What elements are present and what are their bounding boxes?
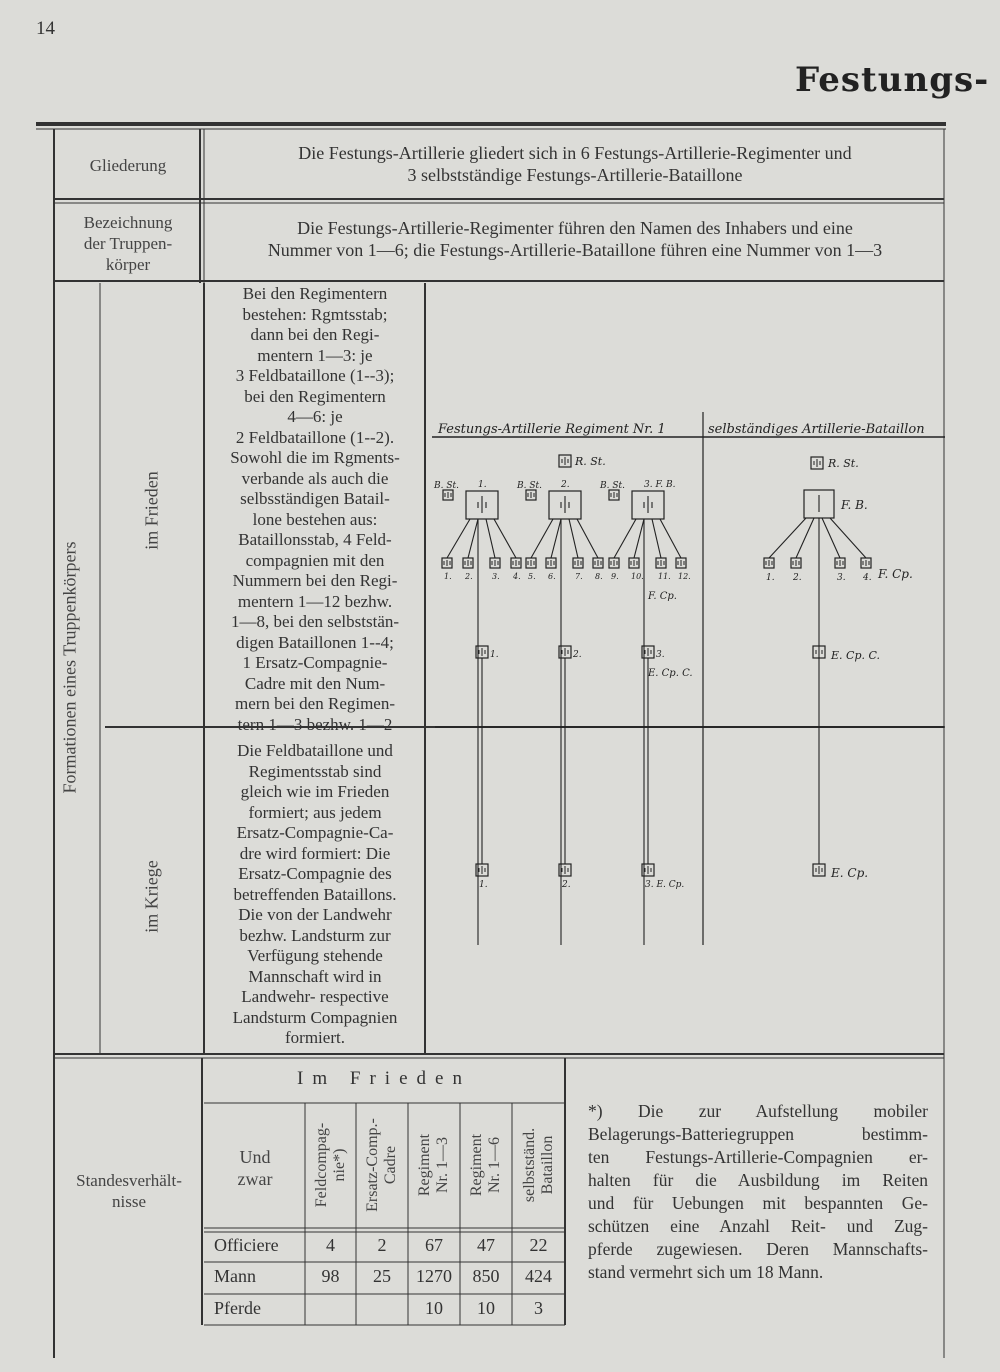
company-number: 4. [513, 572, 521, 581]
battalion-heading: selbständiges Artillerie-Bataillon [708, 422, 925, 437]
footnote-line: *) Die zur Aufstellung mobiler [588, 1101, 928, 1121]
column-header-line: Nr. 1—3 [434, 1137, 451, 1193]
footnote-line: schützen eine Anzahl Reit- und Zug- [588, 1216, 928, 1236]
company-number: 2. [465, 572, 473, 581]
frieden-line: verbande als auch die [241, 468, 389, 488]
frieden-line: digen Bataillonen 1--4; [236, 632, 394, 652]
stand-label-line: nisse [112, 1192, 146, 1211]
company-number: 5. [528, 572, 536, 581]
table-cell: 25 [373, 1266, 391, 1286]
company-link [486, 519, 495, 558]
kriege-label: im Kriege [141, 860, 162, 933]
company-number: 7. [575, 572, 583, 581]
table-row-label: Mann [214, 1266, 256, 1286]
frieden-line: 1 Ersatz-Compagnie- [242, 653, 388, 672]
kriege-line: Landsturm Compagnien [232, 1007, 398, 1027]
company-link [577, 519, 598, 558]
field-company-label: F. Cp. [648, 591, 677, 602]
frieden-line: mentern 1—12 bezhw. [237, 591, 393, 611]
regiment-heading: Festungs-Artillerie Regiment Nr. 1 [438, 422, 666, 437]
ersatz-cadre-number: 3. [656, 650, 665, 660]
regiment-staff-label: R. St. [575, 455, 606, 468]
formationen-label: Formationen eines Truppenkörpers [59, 541, 80, 794]
table-cell: 2 [377, 1235, 387, 1255]
kriege-line: Verfügung stehende [247, 946, 383, 965]
frieden-label: im Frieden [141, 471, 162, 550]
frieden-line: Cadre mit den Num- [244, 673, 386, 693]
company-link [614, 519, 636, 558]
war-ersatz-label: 3. E. Cp. [645, 880, 685, 890]
battalion-staff-label: B. St. [517, 481, 542, 491]
frieden-line: selbsständigen Batail- [240, 489, 390, 508]
frieden-line: 2 Feldbataillone (1--2). [235, 427, 395, 447]
kriege-line: Mannschaft wird in [248, 966, 382, 986]
footnote [588, 1100, 928, 1284]
footnote-line: halten für die Ausbildung im Reiten [588, 1170, 928, 1190]
kriege-line: Ersatz-Compagnie des [238, 864, 392, 883]
stand-label [56, 1170, 202, 1212]
column-header [364, 1105, 400, 1225]
column-header-line: Feldcompag- [312, 1122, 330, 1208]
company-link-b [822, 518, 840, 558]
table-cell: 424 [525, 1266, 552, 1286]
company-link [652, 519, 661, 558]
kriege-line: Regimentsstab sind [248, 761, 382, 781]
frieden-line: bei den Regimentern [244, 386, 386, 406]
footnote-line: stand vermehrt sich um 18 Mann. [588, 1262, 824, 1282]
company-number-b: 4. [863, 573, 872, 583]
ersatz-cadre-label-b: E. Cp. C. [831, 649, 880, 662]
footnote-line: pferde zugewiesen. Deren Mannschafts- [588, 1239, 928, 1259]
company-number: 8. [595, 572, 603, 581]
company-link [494, 519, 516, 558]
gliederung-label: Gliederung [89, 156, 167, 175]
footnote-line: Belagerungs-Batteriegruppen bestimm- [588, 1124, 928, 1144]
header-title: Festungs- [795, 60, 990, 100]
table-row-label: Officiere [214, 1235, 279, 1255]
column-header-line: selbstständ. [520, 1127, 538, 1203]
column-header [416, 1105, 452, 1225]
war-ersatz-label-b: E. Cp. [831, 866, 869, 880]
frieden-line: 4—6: je [287, 407, 343, 426]
und-zwar-line: Und [239, 1147, 271, 1167]
company-number-b: 2. [793, 573, 802, 583]
stand-label-line: Standesverhält- [76, 1171, 182, 1190]
column-header-line: Cadre [382, 1145, 399, 1185]
company-link [634, 519, 644, 558]
war-ersatz-label: 2. [562, 880, 571, 890]
table-cell: 3 [534, 1298, 543, 1318]
table-cell: 67 [425, 1235, 443, 1255]
frieden-line: 3 Feldbataillone (1--3); [235, 366, 395, 385]
column-header [521, 1105, 557, 1225]
ersatz-cadre-number: 2. [573, 650, 582, 660]
bezeichnung-label-line: körper [105, 255, 151, 274]
und-zwar-line: zwar [237, 1169, 273, 1189]
page-number: 14 [36, 18, 55, 39]
table-cell: 22 [529, 1235, 548, 1255]
battalion-number: 3. F. B. [644, 480, 676, 490]
column-header-line: nie*) [330, 1148, 348, 1182]
frieden-line: compagnien mit den [245, 550, 385, 570]
frieden-line: Sowohl die im Rgments- [230, 448, 400, 467]
kriege-line: Die von der Landwehr [238, 905, 392, 924]
frieden-line: 1—8, bei den selbststän- [230, 612, 400, 631]
footnote-line: und für Uebungen mit bespannten Ge- [588, 1193, 928, 1213]
column-header-line: Regiment [468, 1133, 485, 1197]
battalion-staff-label: B. St. [434, 481, 459, 491]
frieden-line: dann bei den Regi- [250, 325, 380, 344]
bezeichnung-line: Nummer von 1—6; die Festungs-Artillerie-Bataillone führen eine Nummer von 1—3 [267, 240, 883, 260]
company-link [468, 519, 478, 558]
company-number: 6. [548, 572, 556, 581]
company-link [569, 519, 578, 558]
column-header-line: Nr. 1—6 [486, 1137, 503, 1193]
column-header [313, 1105, 349, 1225]
battalion-number: 2. [561, 480, 570, 490]
kriege-line: betreffenden Bataillons. [233, 884, 397, 904]
company-link-b [769, 518, 806, 558]
war-ersatz-label: 1. [479, 880, 488, 890]
table-cell: 850 [472, 1266, 500, 1286]
company-number: 9. [611, 572, 619, 581]
gliederung-line: Die Festungs-Artillerie gliedert sich in 6 Festungs-Artillerie-Regimenter und [298, 143, 852, 163]
footnote-line: ten Festungs-Artillerie-Compagnien er- [588, 1147, 928, 1167]
ersatz-cadre-number: 1. [490, 650, 499, 660]
column-header [468, 1105, 504, 1225]
company-link [660, 519, 681, 558]
company-link-b [796, 518, 814, 558]
bezeichnung-line: Die Festungs-Artillerie-Regimenter führen den Namen des Inhabers und eine [297, 218, 853, 238]
gliederung-line: 3 selbstständige Festungs-Artillerie-Bataillone [407, 165, 743, 185]
frieden-line: bestehen: Rgmtsstab; [242, 304, 388, 324]
company-link-b [830, 518, 866, 558]
table-cell: 10 [477, 1298, 495, 1318]
frieden-line: mentern 1—3: je [257, 345, 373, 365]
company-link [531, 519, 553, 558]
battalion-staff-label-b: R. St. [828, 457, 859, 470]
company-number: 10. [631, 572, 644, 581]
kriege-line: formiert. [285, 1028, 345, 1047]
im-frieden-heading: Im Frieden [297, 1068, 471, 1089]
und-zwar [206, 1146, 304, 1190]
kriege-line: dre wird formiert: Die [239, 843, 391, 863]
company-number-b: 1. [766, 573, 775, 583]
frieden-line: Bataillonsstab, 4 Feld- [238, 530, 392, 549]
frieden-line: lone bestehen aus: [252, 509, 378, 529]
table-row-label: Pferde [214, 1298, 261, 1318]
column-header-line: Regiment [416, 1133, 433, 1197]
company-number: 12. [678, 572, 691, 581]
battalion-number: 1. [478, 480, 487, 490]
company-number: 3. [492, 572, 500, 581]
frieden-line: mern bei den Regimen- [234, 694, 396, 713]
table-cell: 98 [321, 1266, 340, 1286]
company-link [551, 519, 561, 558]
company-number-b: 3. [837, 573, 846, 583]
table-cell: 47 [477, 1235, 495, 1255]
frieden-line: Bei den Regimentern [242, 284, 388, 303]
company-number: 1. [444, 572, 452, 581]
battalion-fb-label: F. B. [841, 498, 868, 512]
kriege-line: Die Feldbataillone und [237, 741, 393, 760]
frieden-line: tern 1—3 bezhw. 1—2 [237, 714, 393, 734]
kriege-line: bezhw. Landsturm zur [239, 925, 391, 945]
kriege-line: Ersatz-Compagnie-Ca- [236, 823, 394, 842]
column-header-line: Ersatz-Comp.- [364, 1118, 381, 1212]
column-header-line: Bataillon [538, 1135, 556, 1195]
field-company-label-b: F. Cp. [878, 567, 913, 581]
kriege-line: gleich wie im Frieden [240, 782, 390, 801]
bezeichnung-label-line: Bezeichnung [83, 213, 173, 232]
ersatz-cadre-label: E. Cp. C. [648, 668, 693, 679]
kriege-line: Landwehr- respective [241, 987, 389, 1006]
kriege-line: formiert; aus jedem [248, 802, 382, 822]
battalion-staff-label: B. St. [600, 481, 625, 491]
table-cell: 10 [425, 1298, 443, 1318]
company-number: 11. [658, 572, 671, 581]
company-link [447, 519, 470, 558]
frieden-line: Nummern bei den Regi- [232, 571, 398, 590]
table-cell: 4 [326, 1235, 335, 1255]
bezeichnung-label-line: der Truppen- [83, 234, 173, 253]
table-cell: 1270 [416, 1266, 452, 1286]
